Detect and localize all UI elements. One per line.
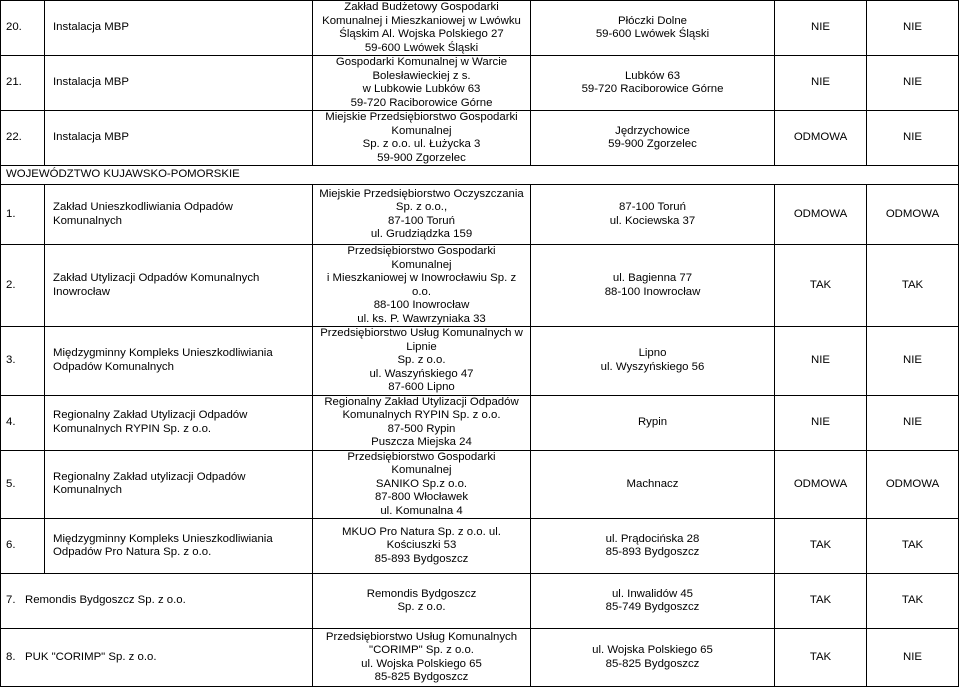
operator-address: [313, 574, 531, 629]
facility-name: [45, 450, 313, 519]
table-row: [1, 111, 959, 166]
table-row: [1, 629, 959, 687]
operator-address: [313, 450, 531, 519]
facility-location-line: Płóczki Dolne: [617, 14, 687, 27]
status-col5: NIE: [775, 327, 867, 396]
facility-location-line: 85-749 Bydgoszcz: [605, 601, 700, 613]
status-col6: TAK: [867, 574, 959, 629]
facility-name-line: Międzygminny Kompleks Unieszkodliwiania: [53, 532, 273, 545]
operator-address: [313, 629, 531, 687]
operator-address-line: Bolesławieckiej z s.: [372, 69, 471, 82]
table-row: [1, 395, 959, 450]
status-col5: TAK: [775, 629, 867, 687]
operator-address-line: ul. Komunalna 4: [380, 504, 463, 517]
facility-location: [531, 185, 775, 245]
facility-location: [531, 395, 775, 450]
facility-location: [531, 56, 775, 111]
facility-name-line: Odpadów Pro Natura Sp. z o.o.: [53, 546, 212, 558]
status-col5: TAK: [775, 574, 867, 629]
facility-location-line: Rypin: [637, 415, 668, 428]
status-col6: TAK: [867, 519, 959, 574]
facility-name-line: Komunalnych RYPIN Sp. z o.o.: [53, 422, 212, 435]
operator-address-line: Miejskie Przedsiębiorstwo Gospodarki: [325, 111, 518, 123]
operator-address-line: i Mieszkaniowej w Inowrocławiu Sp. z o.o.: [326, 272, 517, 298]
operator-address-line: Komunalnej: [391, 124, 452, 137]
table-row: [1, 519, 959, 574]
operator-address-line: Przedsiębiorstwo Usług Komunalnych: [325, 630, 518, 643]
facility-name: [45, 185, 313, 245]
operator-address: [313, 395, 531, 450]
status-col6: NIE: [867, 1, 959, 56]
facility-name: 7. Remondis Bydgoszcz Sp. z o.o.: [1, 574, 313, 629]
facility-name-line: Komunalnych: [53, 214, 123, 227]
facility-location-line: ul. Inwalidów 45: [611, 587, 694, 600]
facility-name-line: Regionalny Zakład Utylizacji Odpadów: [53, 409, 248, 421]
table-row: [1, 574, 959, 629]
status-col5: NIE: [775, 395, 867, 450]
facility-location-line: Lubków 63: [624, 69, 681, 82]
operator-address-line: w Lubkowie Lubków 63: [362, 83, 481, 95]
operator-address-line: ul. ks. P. Wawrzyniaka 33: [357, 312, 486, 325]
operator-address-line: ul. Wojska Polskiego 65: [361, 657, 482, 670]
operator-address-line: 59-600 Lwówek Śląski: [364, 41, 479, 54]
facility-name-line: Zakład Utylizacji Odpadów Komunalnych: [53, 272, 260, 284]
facility-location: [531, 111, 775, 166]
operator-address-line: ul. Grudziądzka 159: [370, 228, 473, 240]
operator-address: [313, 185, 531, 245]
facility-name: [45, 245, 313, 327]
row-number: 22.: [1, 111, 45, 166]
operator-address-line: Sp. z o.o. ul. Łużycka 3: [362, 138, 481, 150]
operator-address-line: Remondis Bydgoszcz: [366, 587, 477, 600]
status-col5: ODMOWA: [775, 185, 867, 245]
operator-address-line: Miejskie Przedsiębiorstwo Oczyszczania: [319, 187, 524, 200]
facility-location-line: 87-100 Toruń: [619, 201, 686, 213]
facility-location: [531, 327, 775, 396]
facility-location-line: Jędrzychowice: [615, 124, 690, 137]
operator-address-line: 59-900 Zgorzelec: [377, 151, 466, 164]
status-col6: ODMOWA: [867, 185, 959, 245]
table-row: [1, 245, 959, 327]
operator-address-line: Sp. z o.o.: [397, 601, 446, 613]
operator-address-line: Regionalny Zakład Utylizacji Odpadów: [324, 395, 519, 408]
facility-name: [45, 1, 313, 56]
facility-location-line: 85-825 Bydgoszcz: [605, 657, 700, 670]
facility-location-line: 88-100 Inowrocław: [604, 285, 701, 298]
operator-address-line: Przedsiębiorstwo Gospodarki Komunalnej: [347, 450, 496, 476]
facility-location: [531, 519, 775, 574]
operator-address: [313, 327, 531, 396]
facility-name: 8. PUK "CORIMP" Sp. z o.o.: [1, 629, 313, 687]
operator-address: [313, 245, 531, 327]
table-row: [1, 450, 959, 519]
facility-location: [531, 245, 775, 327]
facility-name-line: Komunalnych: [53, 484, 123, 497]
operator-address-line: SANIKO Sp.z o.o.: [375, 477, 468, 490]
row-number: 21.: [1, 56, 45, 111]
operator-address-line: 87-100 Toruń: [388, 214, 455, 227]
status-col6: NIE: [867, 327, 959, 396]
operator-address-line: Komunalnej i Mieszkaniowej w Lwówku: [322, 14, 521, 27]
operator-address-line: 59-720 Raciborowice Górne: [350, 96, 493, 109]
operator-address-line: Kościuszki 53: [386, 539, 457, 552]
operator-address: [313, 56, 531, 111]
operator-address-line: 88-100 Inowrocław: [373, 299, 470, 311]
facility-location-line: ul. Prądocińska 28: [605, 532, 700, 545]
facility-name: [45, 327, 313, 396]
status-col6: NIE: [867, 56, 959, 111]
operator-address-line: Komunalnych RYPIN Sp. z o.o.: [342, 409, 501, 421]
operator-address-line: 85-893 Bydgoszcz: [374, 552, 469, 565]
operator-address-line: "CORIMP" Sp. z o.o.: [369, 644, 474, 656]
facility-name: [45, 519, 313, 574]
facility-location-line: 85-893 Bydgoszcz: [605, 546, 700, 558]
row-number: 6.: [1, 519, 45, 574]
operator-address-line: Gospodarki Komunalnej w Warcie: [335, 56, 508, 68]
facility-name: [45, 111, 313, 166]
facility-location: [531, 629, 775, 687]
operator-address-line: Zakład Budżetowy Gospodarki: [344, 1, 499, 13]
status-col6: ODMOWA: [867, 450, 959, 519]
operator-address-line: 85-825 Bydgoszcz: [374, 671, 469, 683]
table-row: [1, 327, 959, 396]
operator-address-line: 87-800 Włocławek: [374, 491, 469, 503]
operator-address: [313, 111, 531, 166]
status-col6: NIE: [867, 629, 959, 687]
operator-address-line: Przedsiębiorstwo Gospodarki Komunalnej: [347, 245, 496, 271]
status-col5: ODMOWA: [775, 111, 867, 166]
table-row: [1, 185, 959, 245]
row-number: 4.: [1, 395, 45, 450]
operator-address: [313, 1, 531, 56]
operator-address-line: Puszcza Miejska 24: [371, 436, 472, 448]
operator-address-line: MKUO Pro Natura Sp. z o.o. ul.: [342, 525, 501, 538]
facility-name-line: Inowrocław: [53, 285, 110, 298]
facility-location-line: 59-600 Lwówek Śląski: [595, 28, 710, 40]
operator-address: [313, 519, 531, 574]
status-col5: NIE: [775, 1, 867, 56]
facility-location: [531, 1, 775, 56]
facility-location-line: Machnacz: [626, 477, 679, 490]
facility-location-line: 59-900 Zgorzelec: [608, 138, 697, 150]
row-number: 2.: [1, 245, 45, 327]
operator-address-line: Sp. z o.o.: [397, 354, 446, 366]
facility-location-line: ul. Bagienna 77: [612, 272, 693, 284]
facility-name: [45, 56, 313, 111]
operator-address-line: 87-600 Lipno: [388, 381, 455, 393]
status-col5: TAK: [775, 245, 867, 327]
status-col6: NIE: [867, 395, 959, 450]
facility-location-line: ul. Kociewska 37: [609, 214, 696, 227]
facility-location-line: 59-720 Raciborowice Górne: [581, 83, 724, 95]
status-col6: TAK: [867, 245, 959, 327]
operator-address-line: Przedsiębiorstwo Usług Komunalnych w: [320, 327, 523, 339]
row-number: 3.: [1, 327, 45, 396]
facility-location: [531, 574, 775, 629]
operator-address-line: 87-500 Rypin: [387, 422, 456, 435]
facility-name-line: Odpadów Komunalnych: [53, 360, 174, 373]
facility-name-line: Instalacja MBP: [53, 131, 129, 144]
facility-location: [531, 450, 775, 519]
facility-name: [45, 395, 313, 450]
region-row: [1, 166, 959, 185]
region-heading: WOJEWÓDZTWO KUJAWSKO-POMORSKIE: [1, 166, 959, 185]
operator-address-line: Lipnie: [406, 340, 437, 353]
facility-name-line: Międzygminny Kompleks Unieszkodliwiania: [53, 347, 273, 360]
row-number: 5.: [1, 450, 45, 519]
row-number: 20.: [1, 1, 45, 56]
facility-name-line: Regionalny Zakład utylizacji Odpadów: [53, 470, 246, 483]
row-number: 1.: [1, 185, 45, 245]
status-col5: NIE: [775, 56, 867, 111]
operator-address-line: Śląskim Al. Wojska Polskiego 27: [339, 28, 504, 40]
operator-address-line: ul. Waszyńskiego 47: [369, 367, 474, 380]
operator-address-line: Sp. z o.o.,: [395, 201, 448, 213]
facility-name-line: Instalacja MBP: [53, 21, 129, 34]
table-row: [1, 56, 959, 111]
status-col6: NIE: [867, 111, 959, 166]
status-col5: ODMOWA: [775, 450, 867, 519]
facility-location-line: ul. Wyszyńskiego 56: [600, 360, 705, 373]
status-col5: TAK: [775, 519, 867, 574]
facility-location-line: Lipno: [638, 347, 667, 360]
facility-name-line: Instalacja MBP: [53, 76, 129, 89]
facility-name-line: Zakład Unieszkodliwiania Odpadów: [53, 201, 233, 213]
table-row: [1, 1, 959, 56]
facility-location-line: ul. Wojska Polskiego 65: [592, 644, 713, 656]
